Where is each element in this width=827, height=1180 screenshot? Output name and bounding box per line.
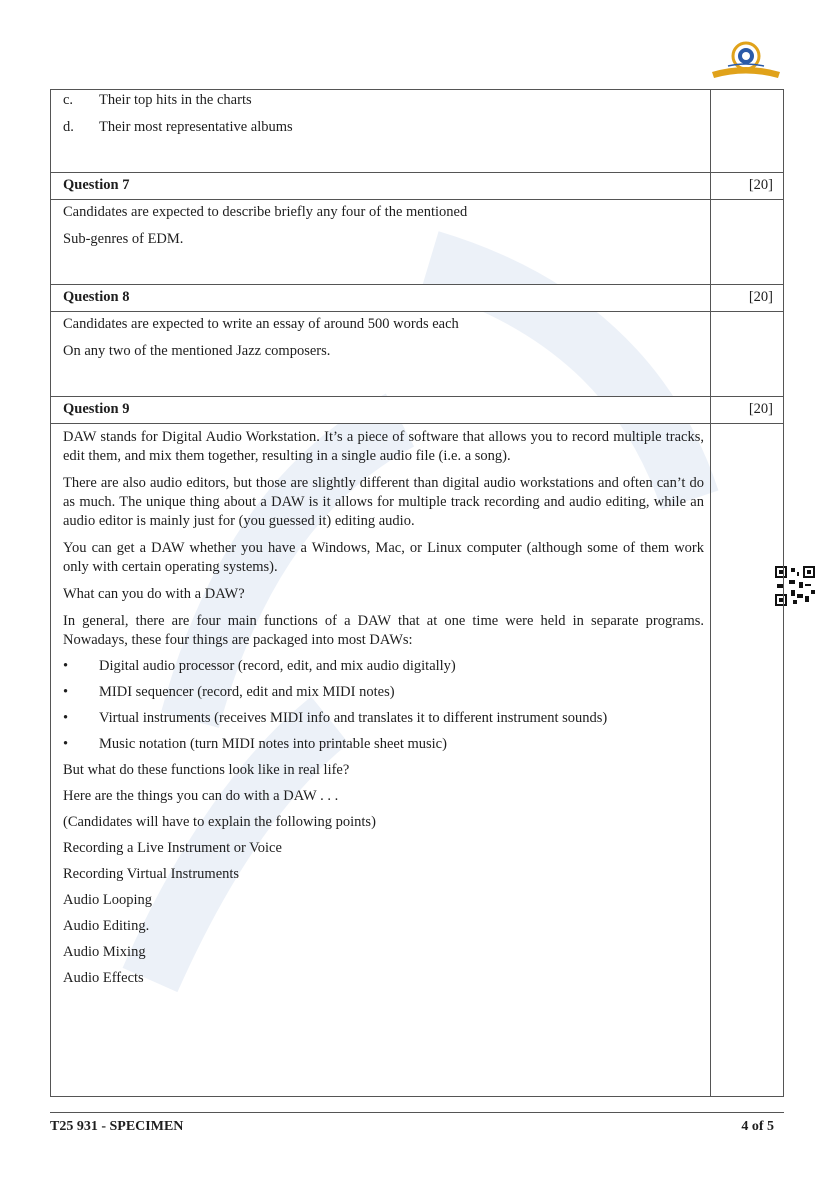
list-item: • Virtual instruments (receives MIDI info and translates it to different instrument sounds) — [63, 710, 608, 726]
answer-line: Here are the things you can do with a DAW . . . — [63, 788, 339, 804]
list-item: d. Their most representative albums — [63, 119, 293, 135]
answer-line: Recording Virtual Instruments — [63, 866, 240, 882]
answer-paragraph: DAW stands for Digital Audio Workstation. It’s a piece of software that allows you to record multiple tracks, edit them, and mix them together, resulting in a single audio file (i.e. a song). — [63, 429, 704, 464]
question-title: Question 7 — [63, 177, 130, 193]
bullet-icon: • — [63, 736, 69, 752]
bullet-icon: • — [63, 658, 69, 674]
institution-logo — [708, 36, 784, 84]
question-marks: [20] — [748, 177, 773, 193]
continuation-row — [51, 90, 784, 173]
page-footer — [50, 1112, 784, 1135]
page-number: 4 of 5 — [741, 1119, 774, 1134]
question-7-body — [51, 200, 784, 285]
answer-line: Audio Mixing — [63, 944, 146, 960]
marking-scheme-table — [50, 89, 784, 1097]
question-8-body — [51, 312, 784, 397]
daw-functions-list — [63, 658, 704, 753]
question-marks: [20] — [748, 289, 773, 305]
answer-line: (Candidates will have to explain the following points) — [63, 814, 376, 830]
answer-line: But what do these functions look like in real life? — [63, 762, 350, 778]
list-item: • Digital audio processor (record, edit, and mix audio digitally) — [63, 658, 456, 674]
answer-line: Audio Editing. — [63, 918, 150, 934]
list-item: • MIDI sequencer (record, edit and mix MIDI notes) — [63, 684, 395, 700]
bullet-icon: • — [63, 710, 69, 726]
question-9-header — [51, 397, 784, 424]
question-title: Question 8 — [63, 289, 130, 305]
question-marks: [20] — [748, 401, 773, 417]
answer-paragraph: What can you do with a DAW? — [63, 586, 245, 602]
question-7-header — [51, 173, 784, 200]
answer-line: Sub-genres of EDM. — [63, 231, 184, 247]
paper-code: T25 931 - SPECIMEN — [50, 1119, 184, 1134]
answer-paragraph: There are also audio editors, but those are slightly different than digital audio workstations and often can’t do as much. The unique thing about a DAW is it allows for multiple track recording and audio editing, while an audio editor is mainly just for (you guessed it) editing audio. — [63, 475, 704, 529]
question-8-header — [51, 285, 784, 312]
answer-line: On any two of the mentioned Jazz composers. — [63, 343, 331, 359]
list-item: c. Their top hits in the charts — [63, 92, 252, 108]
answer-paragraph: You can get a DAW whether you have a Windows, Mac, or Linux computer (although some of them work only with certain operating systems). — [63, 540, 704, 575]
answer-line: Audio Looping — [63, 892, 153, 908]
bullet-icon: • — [63, 684, 69, 700]
answer-line: Audio Effects — [63, 970, 144, 986]
answer-line: Candidates are expected to describe briefly any four of the mentioned — [63, 204, 468, 220]
answer-line: Candidates are expected to write an essay of around 500 words each — [63, 316, 459, 332]
question-9-body — [51, 424, 784, 1097]
list-item: • Music notation (turn MIDI notes into printable sheet music) — [63, 736, 447, 752]
answer-paragraph: In general, there are four main functions of a DAW that at one time were held in separate programs. Nowadays, these four things are packaged into most DAWs: — [63, 613, 704, 648]
question-title: Question 9 — [63, 401, 130, 417]
answer-line: Recording a Live Instrument or Voice — [63, 840, 282, 856]
